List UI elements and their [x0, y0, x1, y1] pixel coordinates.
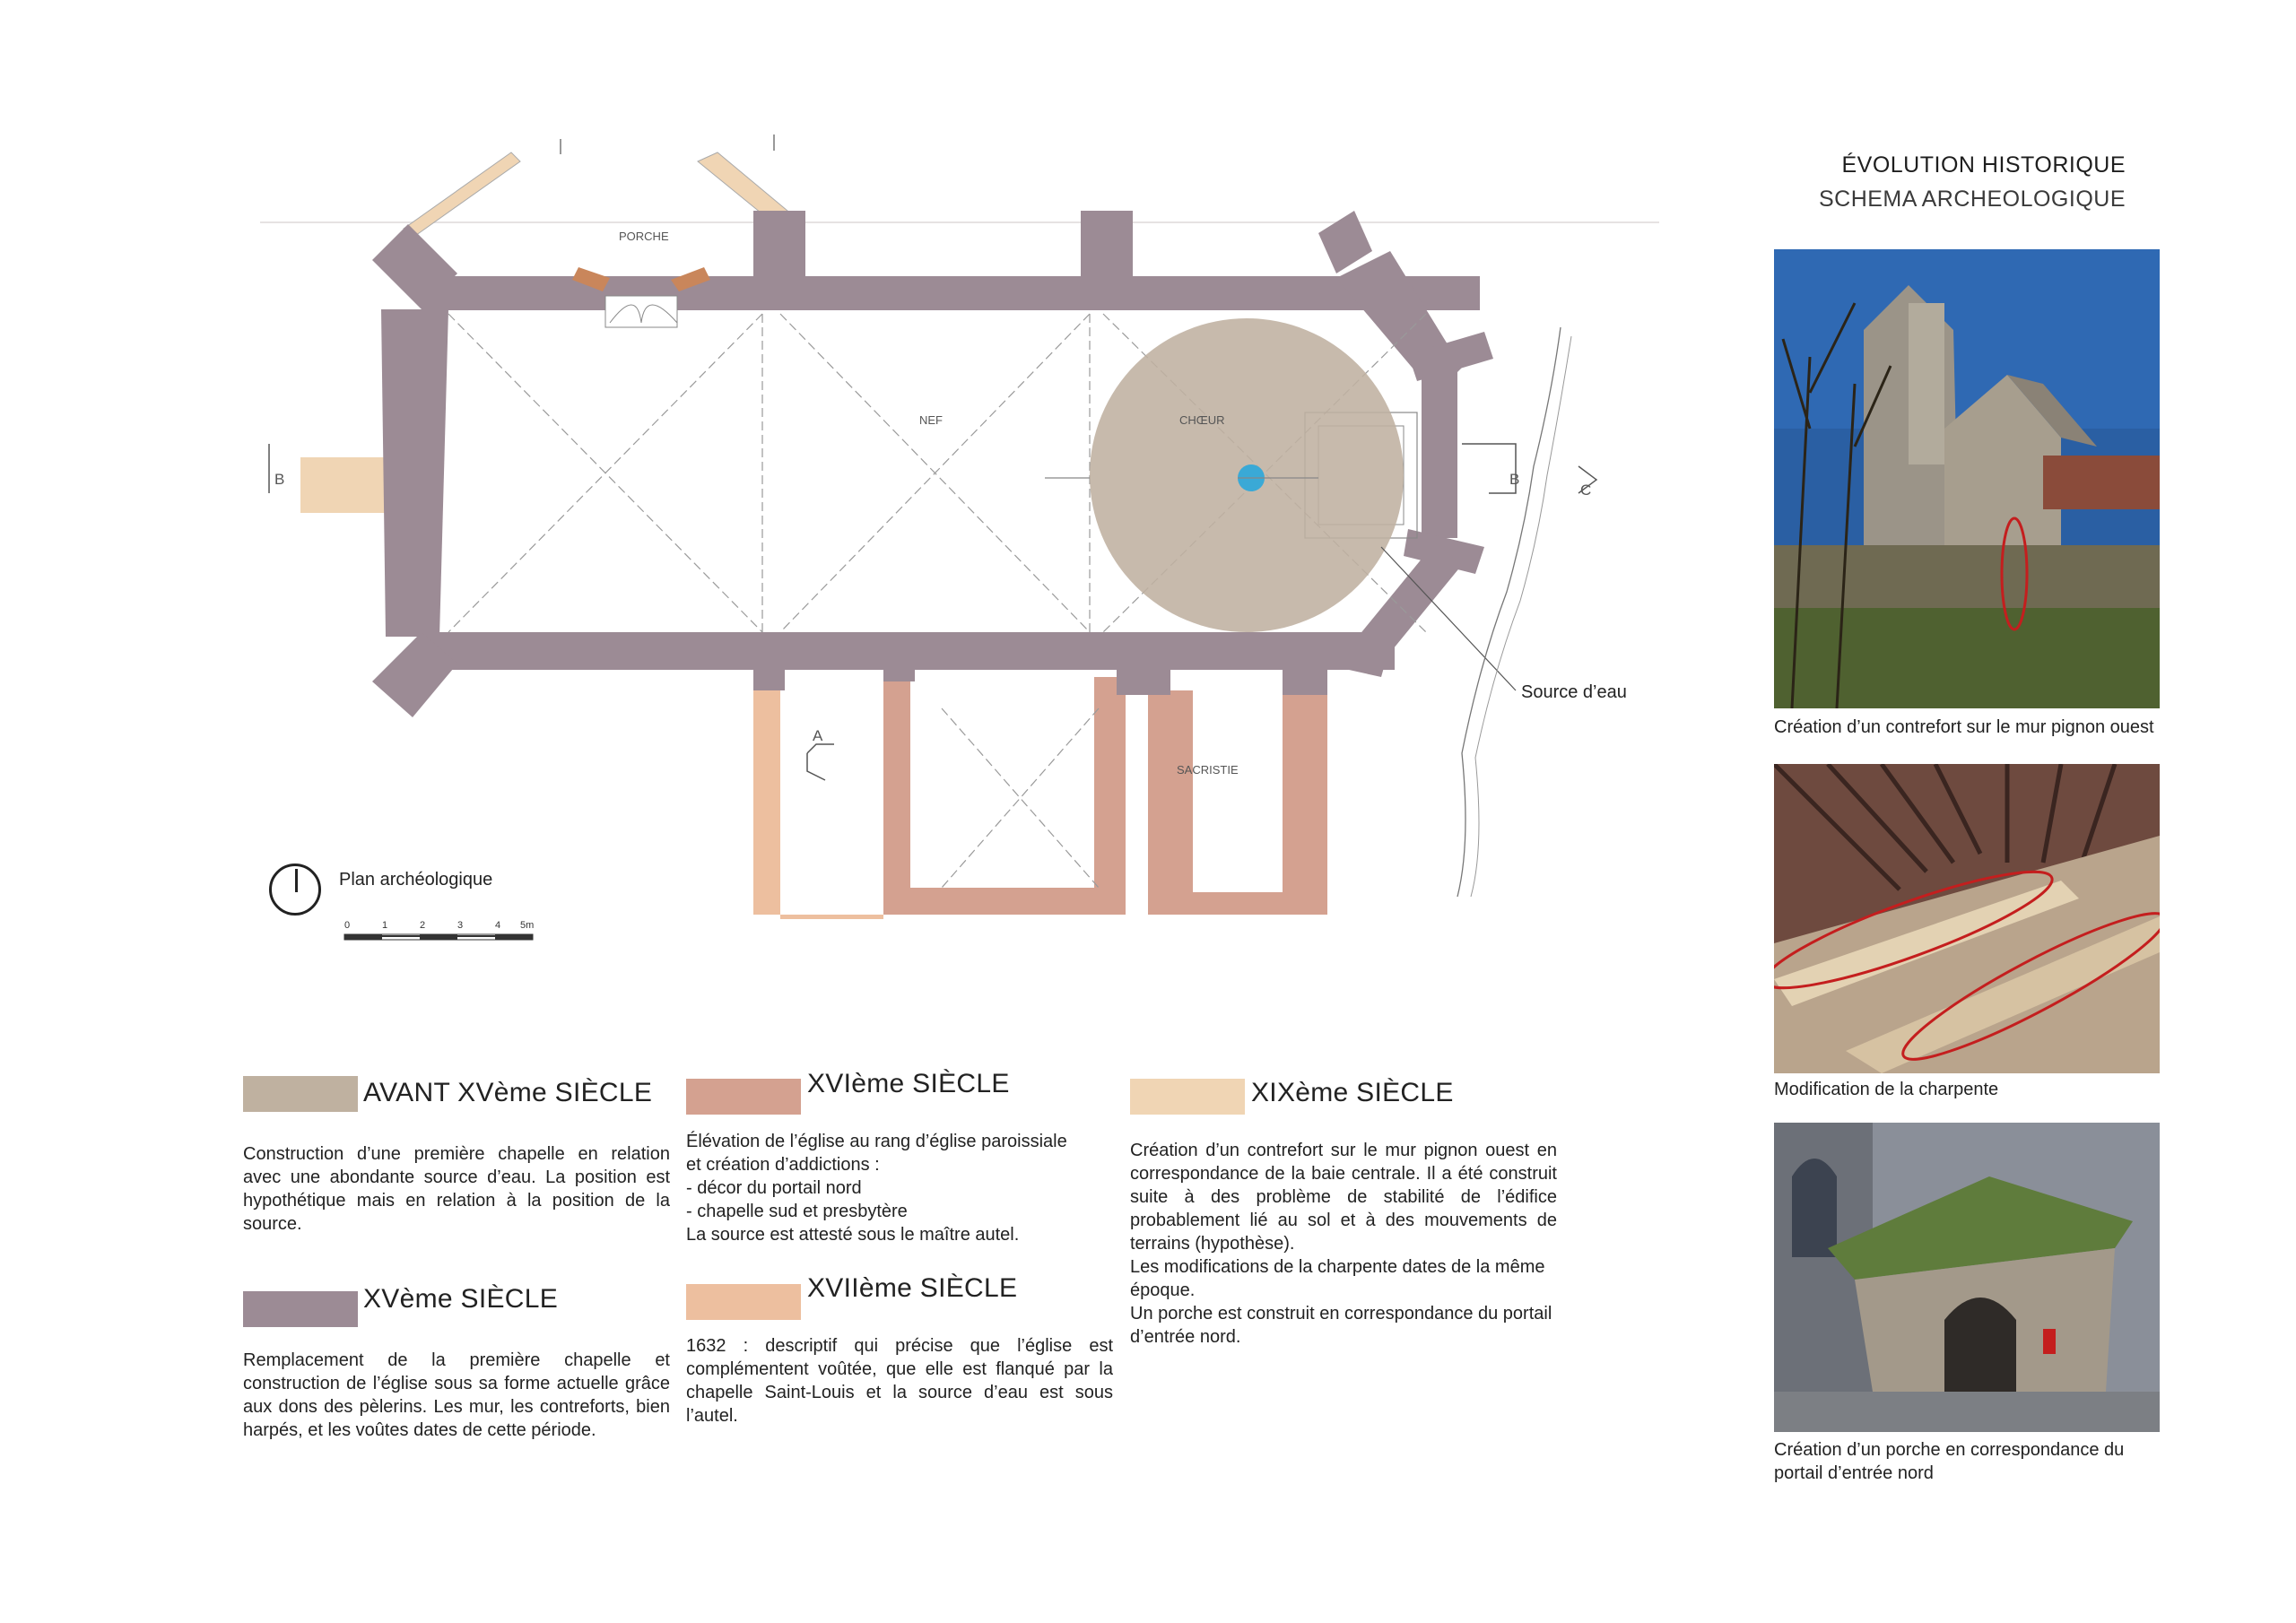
scale-bar: [341, 916, 538, 949]
text-xix-line-2: Un porche est construit en correspondance du portail d’entrée nord.: [1130, 1304, 1552, 1347]
label-section-c: C: [1580, 482, 1592, 499]
porch-wall-west: [404, 152, 520, 238]
photo-roof-frame: [1774, 764, 2160, 1073]
river-bank: [1457, 327, 1561, 897]
text-xix-para: Création d’un contrefort sur le mur pignon ouest en correspondance de la baie centrale. Il a été construit suite à des problème de stabilité de l’édifice probablement lié au sol et à des mouvements de terrains (hypothèse).: [1130, 1141, 1557, 1254]
title-xvii: XVIIème SIÈCLE: [807, 1273, 1018, 1303]
caption-photo-2: Modification de la charpente: [1774, 1080, 1999, 1099]
photo-north-porch: [1774, 1123, 2160, 1432]
text-xvi-line-3: - décor du portail nord: [686, 1178, 862, 1198]
text-xix: [1130, 1139, 1557, 1349]
swatch-avant-xv: [243, 1076, 358, 1112]
text-xvi-line-5: La source est attesté sous le maître autel.: [686, 1225, 1020, 1245]
north-needle: [295, 869, 298, 892]
scale-tick-2: 2: [420, 920, 426, 931]
label-source: Source d’eau: [1521, 682, 1627, 702]
label-section-b-west: B: [274, 471, 285, 488]
text-xvi: [686, 1130, 1126, 1246]
caption-photo-1: Création d’un contrefort sur le mur pignon ouest: [1774, 717, 2154, 737]
text-xvi-line-2: et création d’addictions :: [686, 1155, 880, 1175]
label-choeur: CHŒUR: [1179, 413, 1225, 427]
label-section-a: A: [813, 727, 823, 744]
plan-drawing: [242, 126, 1659, 959]
label-sacristie: SACRISTIE: [1177, 763, 1239, 777]
swatch-xvi: [686, 1079, 801, 1115]
river-bank-2: [1471, 336, 1571, 897]
photo-west-buttress: [1774, 249, 2160, 708]
title-xix: XIXème SIÈCLE: [1251, 1078, 1454, 1107]
scale-tick-0: 0: [344, 920, 351, 931]
text-avant-xv: Construction d’une première chapelle en relation avec une abondante source d’eau. La position est hypothétique mais en relation à la position de la source.: [243, 1144, 670, 1234]
text-xix-line-1: Les modifications de la charpente dates de la même époque.: [1130, 1257, 1545, 1300]
north-arrow-icon: [269, 864, 321, 916]
page-title: ÉVOLUTION HISTORIQUE: [1841, 152, 2126, 178]
label-porche: PORCHE: [619, 230, 669, 243]
swatch-xvii: [686, 1284, 801, 1320]
page-subtitle: SCHEMA ARCHEOLOGIQUE: [1818, 187, 2126, 212]
title-avant-xv: AVANT XVème SIÈCLE: [363, 1078, 653, 1107]
plan-caption: Plan archéologique: [339, 870, 493, 890]
sacristy-wall-xvi: [1148, 690, 1193, 915]
text-xvi-line-4: - chapelle sud et presbytère: [686, 1202, 908, 1221]
swatch-xix: [1130, 1079, 1245, 1115]
label-section-b-east: B: [1509, 471, 1520, 488]
chapel-xvii: [753, 681, 883, 919]
text-xvi-line-1: Élévation de l’église au rang d’église paroissiale: [686, 1132, 1067, 1151]
text-xv: Remplacement de la première chapelle et construction de l’église sous sa forme actuelle grâce aux dons des pèlerins. Les mur, les contreforts, bien harpés, et les voûtes dates de cette période.: [243, 1350, 670, 1440]
title-xv: XVème SIÈCLE: [363, 1284, 559, 1314]
caption-photo-3: Création d’un porche en correspondance du portail d’entrée nord: [1774, 1440, 2125, 1483]
chapel-xvi: [883, 677, 1126, 915]
archaeological-plan: [242, 126, 1659, 959]
scale-tick-1: 1: [382, 920, 388, 931]
scale-tick-3: 3: [457, 920, 464, 931]
title-xvi: XVIème SIÈCLE: [807, 1069, 1010, 1098]
sacristy-wall-east: [1193, 690, 1327, 915]
text-xvii: 1632 : descriptif qui précise que l’église est complémentent voûtée, que elle est flanqué par la chapelle Saint-Louis et la source d’eau est sous l’autel.: [686, 1336, 1113, 1426]
scale-tick-5: 5m: [520, 920, 535, 931]
scale-tick-4: 4: [495, 920, 501, 931]
label-nef: NEF: [919, 413, 943, 427]
swatch-xv: [243, 1291, 358, 1327]
